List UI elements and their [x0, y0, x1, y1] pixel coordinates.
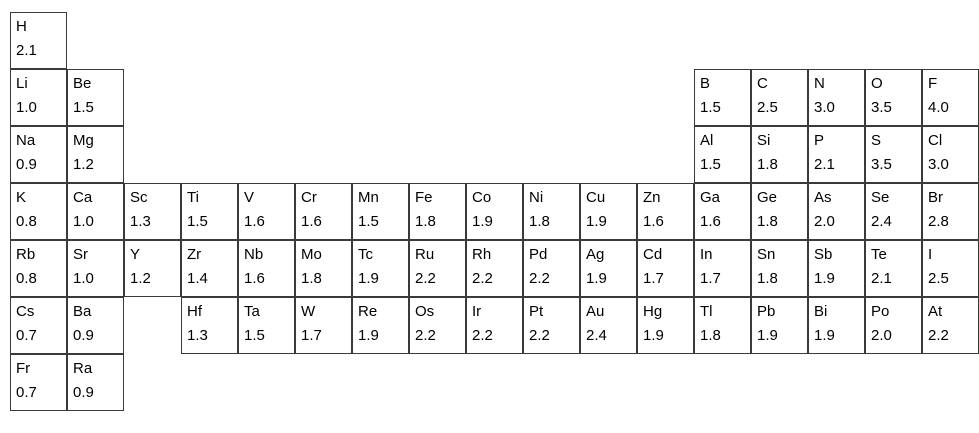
element-cell — [352, 240, 409, 297]
element-electronegativity: 1.3 — [130, 213, 151, 230]
element-cell — [637, 297, 694, 354]
element-cell — [67, 297, 124, 354]
element-cell — [10, 126, 67, 183]
element-electronegativity: 3.0 — [928, 156, 949, 173]
element-symbol: Cl — [928, 132, 943, 149]
element-cell — [67, 240, 124, 297]
element-cell — [808, 240, 865, 297]
element-symbol: Pt — [529, 303, 544, 320]
element-symbol: Y — [130, 246, 141, 263]
element-electronegativity: 1.0 — [73, 213, 94, 230]
element-symbol: Ge — [757, 189, 778, 206]
element-cell — [181, 240, 238, 297]
element-symbol: Re — [358, 303, 378, 320]
element-electronegativity: 2.1 — [871, 270, 892, 287]
element-electronegativity: 1.5 — [187, 213, 208, 230]
element-cell — [751, 297, 808, 354]
element-electronegativity: 2.2 — [472, 270, 493, 287]
element-cell — [295, 183, 352, 240]
element-symbol: O — [871, 75, 883, 92]
element-electronegativity: 1.6 — [643, 213, 664, 230]
element-electronegativity: 1.9 — [586, 213, 607, 230]
element-electronegativity: 2.2 — [529, 327, 550, 344]
element-cell — [922, 297, 979, 354]
element-cell — [694, 240, 751, 297]
element-symbol: Sn — [757, 246, 776, 263]
element-symbol: Ra — [73, 360, 93, 377]
element-symbol: Ti — [187, 189, 199, 206]
element-cell — [523, 297, 580, 354]
element-cell — [694, 126, 751, 183]
element-symbol: Hg — [643, 303, 663, 320]
element-electronegativity: 1.8 — [757, 213, 778, 230]
element-cell — [808, 183, 865, 240]
element-symbol: At — [928, 303, 943, 320]
element-symbol: Cu — [586, 189, 606, 206]
element-cell — [409, 240, 466, 297]
element-cell — [10, 297, 67, 354]
element-electronegativity: 2.2 — [415, 327, 436, 344]
element-symbol: Co — [472, 189, 492, 206]
element-electronegativity: 0.7 — [16, 384, 37, 401]
element-electronegativity: 1.9 — [472, 213, 493, 230]
element-symbol: Ta — [244, 303, 260, 320]
element-symbol: Li — [16, 75, 28, 92]
element-cell — [865, 69, 922, 126]
element-cell — [181, 183, 238, 240]
element-cell — [751, 69, 808, 126]
element-symbol: Rh — [472, 246, 492, 263]
element-cell — [409, 297, 466, 354]
element-cell — [808, 69, 865, 126]
element-symbol: F — [928, 75, 938, 92]
element-electronegativity: 1.2 — [73, 156, 94, 173]
element-cell — [67, 126, 124, 183]
element-electronegativity: 0.9 — [73, 327, 94, 344]
element-cell — [124, 183, 181, 240]
element-electronegativity: 1.5 — [358, 213, 379, 230]
element-cell — [865, 297, 922, 354]
element-cell — [694, 183, 751, 240]
element-symbol: Fr — [16, 360, 31, 377]
element-cell — [238, 297, 295, 354]
element-symbol: Zn — [643, 189, 661, 206]
element-electronegativity: 1.3 — [187, 327, 208, 344]
element-symbol: Cs — [16, 303, 35, 320]
element-symbol: Zr — [187, 246, 202, 263]
element-cell — [10, 354, 67, 411]
element-cell — [466, 183, 523, 240]
element-symbol: Ru — [415, 246, 435, 263]
element-symbol: Tc — [358, 246, 373, 263]
element-cell — [580, 297, 637, 354]
element-cell — [238, 183, 295, 240]
element-electronegativity: 0.7 — [16, 327, 37, 344]
element-symbol: Mo — [301, 246, 322, 263]
element-symbol: V — [244, 189, 255, 206]
element-electronegativity: 4.0 — [928, 99, 949, 116]
element-electronegativity: 1.9 — [586, 270, 607, 287]
element-electronegativity: 2.1 — [16, 42, 37, 59]
element-electronegativity: 1.5 — [700, 156, 721, 173]
element-electronegativity: 1.6 — [301, 213, 322, 230]
element-cell — [523, 240, 580, 297]
element-symbol: P — [814, 132, 825, 149]
element-electronegativity: 1.8 — [529, 213, 550, 230]
element-symbol: Mn — [358, 189, 379, 206]
element-cell — [637, 240, 694, 297]
element-cell — [352, 183, 409, 240]
element-symbol: Os — [415, 303, 435, 320]
element-electronegativity: 2.8 — [928, 213, 949, 230]
element-electronegativity: 1.6 — [244, 213, 265, 230]
element-symbol: Cr — [301, 189, 317, 206]
element-cell — [865, 240, 922, 297]
element-cell — [67, 183, 124, 240]
element-electronegativity: 2.1 — [814, 156, 835, 173]
element-symbol: N — [814, 75, 825, 92]
element-electronegativity: 1.7 — [643, 270, 664, 287]
element-electronegativity: 0.8 — [16, 213, 37, 230]
element-electronegativity: 1.9 — [643, 327, 664, 344]
element-electronegativity: 2.0 — [871, 327, 892, 344]
element-electronegativity: 2.2 — [472, 327, 493, 344]
element-symbol: Se — [871, 189, 890, 206]
element-symbol: Fe — [415, 189, 433, 206]
element-electronegativity: 3.5 — [871, 156, 892, 173]
element-cell — [124, 240, 181, 297]
element-electronegativity: 1.0 — [73, 270, 94, 287]
element-cell — [238, 240, 295, 297]
element-electronegativity: 1.6 — [244, 270, 265, 287]
element-cell — [865, 183, 922, 240]
element-electronegativity: 1.8 — [415, 213, 436, 230]
element-electronegativity: 1.5 — [73, 99, 94, 116]
element-cell — [580, 240, 637, 297]
element-symbol: Cd — [643, 246, 663, 263]
element-electronegativity: 1.9 — [358, 270, 379, 287]
element-symbol: Br — [928, 189, 943, 206]
element-cell — [409, 183, 466, 240]
element-electronegativity: 0.9 — [73, 384, 94, 401]
element-cell — [922, 69, 979, 126]
element-cell — [466, 297, 523, 354]
element-symbol: Sb — [814, 246, 833, 263]
element-cell — [523, 183, 580, 240]
element-cell — [67, 354, 124, 411]
element-symbol: Tl — [700, 303, 713, 320]
element-symbol: Po — [871, 303, 890, 320]
element-symbol: I — [928, 246, 933, 263]
element-electronegativity: 1.9 — [814, 270, 835, 287]
element-electronegativity: 1.9 — [757, 327, 778, 344]
element-symbol: In — [700, 246, 713, 263]
element-symbol: Au — [586, 303, 605, 320]
element-cell — [352, 297, 409, 354]
element-symbol: C — [757, 75, 768, 92]
element-cell — [10, 69, 67, 126]
element-symbol: Nb — [244, 246, 264, 263]
element-electronegativity: 1.9 — [358, 327, 379, 344]
element-electronegativity: 1.0 — [16, 99, 37, 116]
element-symbol: Si — [757, 132, 771, 149]
element-electronegativity: 1.6 — [700, 213, 721, 230]
element-cell — [67, 69, 124, 126]
element-electronegativity: 1.5 — [244, 327, 265, 344]
element-symbol: Sr — [73, 246, 88, 263]
element-symbol: W — [301, 303, 316, 320]
element-electronegativity: 1.8 — [301, 270, 322, 287]
element-symbol: Te — [871, 246, 887, 263]
element-symbol: Be — [73, 75, 92, 92]
element-symbol: Mg — [73, 132, 94, 149]
element-electronegativity: 1.5 — [700, 99, 721, 116]
element-cell — [751, 240, 808, 297]
element-electronegativity: 3.0 — [814, 99, 835, 116]
element-electronegativity: 0.9 — [16, 156, 37, 173]
element-electronegativity: 1.8 — [757, 270, 778, 287]
element-electronegativity: 2.5 — [757, 99, 778, 116]
element-symbol: Pd — [529, 246, 548, 263]
element-symbol: Ga — [700, 189, 721, 206]
element-cell — [751, 126, 808, 183]
element-electronegativity: 2.2 — [928, 327, 949, 344]
element-symbol: As — [814, 189, 832, 206]
element-cell — [922, 183, 979, 240]
element-symbol: Bi — [814, 303, 828, 320]
element-symbol: Sc — [130, 189, 148, 206]
element-symbol: Ir — [472, 303, 482, 320]
element-cell — [637, 183, 694, 240]
element-cell — [10, 240, 67, 297]
element-cell — [295, 240, 352, 297]
element-cell — [922, 126, 979, 183]
element-electronegativity: 1.9 — [814, 327, 835, 344]
element-symbol: Na — [16, 132, 36, 149]
element-symbol: Ca — [73, 189, 93, 206]
element-cell — [10, 12, 67, 69]
element-electronegativity: 1.2 — [130, 270, 151, 287]
element-electronegativity: 1.8 — [757, 156, 778, 173]
element-symbol: S — [871, 132, 882, 149]
element-symbol: K — [16, 189, 27, 206]
element-electronegativity: 3.5 — [871, 99, 892, 116]
element-electronegativity: 2.5 — [928, 270, 949, 287]
element-electronegativity: 2.4 — [871, 213, 892, 230]
element-cell — [181, 297, 238, 354]
element-electronegativity: 1.8 — [700, 327, 721, 344]
element-cell — [751, 183, 808, 240]
element-symbol: Al — [700, 132, 714, 149]
element-electronegativity: 1.4 — [187, 270, 208, 287]
element-cell — [808, 297, 865, 354]
element-symbol: B — [700, 75, 711, 92]
element-symbol: Hf — [187, 303, 202, 320]
element-symbol: Rb — [16, 246, 36, 263]
element-cell — [694, 69, 751, 126]
element-electronegativity: 2.0 — [814, 213, 835, 230]
element-cell — [10, 183, 67, 240]
element-electronegativity: 2.2 — [415, 270, 436, 287]
element-electronegativity: 1.7 — [700, 270, 721, 287]
element-symbol: Ba — [73, 303, 92, 320]
element-cell — [808, 126, 865, 183]
element-cell — [694, 297, 751, 354]
element-symbol: H — [16, 18, 27, 35]
element-symbol: Ag — [586, 246, 605, 263]
element-symbol: Ni — [529, 189, 544, 206]
element-symbol: Pb — [757, 303, 776, 320]
element-electronegativity: 2.4 — [586, 327, 607, 344]
element-cell — [295, 297, 352, 354]
element-electronegativity: 1.7 — [301, 327, 322, 344]
element-cell — [922, 240, 979, 297]
element-cell — [466, 240, 523, 297]
element-electronegativity: 0.8 — [16, 270, 37, 287]
element-cell — [580, 183, 637, 240]
element-cell — [865, 126, 922, 183]
element-electronegativity: 2.2 — [529, 270, 550, 287]
